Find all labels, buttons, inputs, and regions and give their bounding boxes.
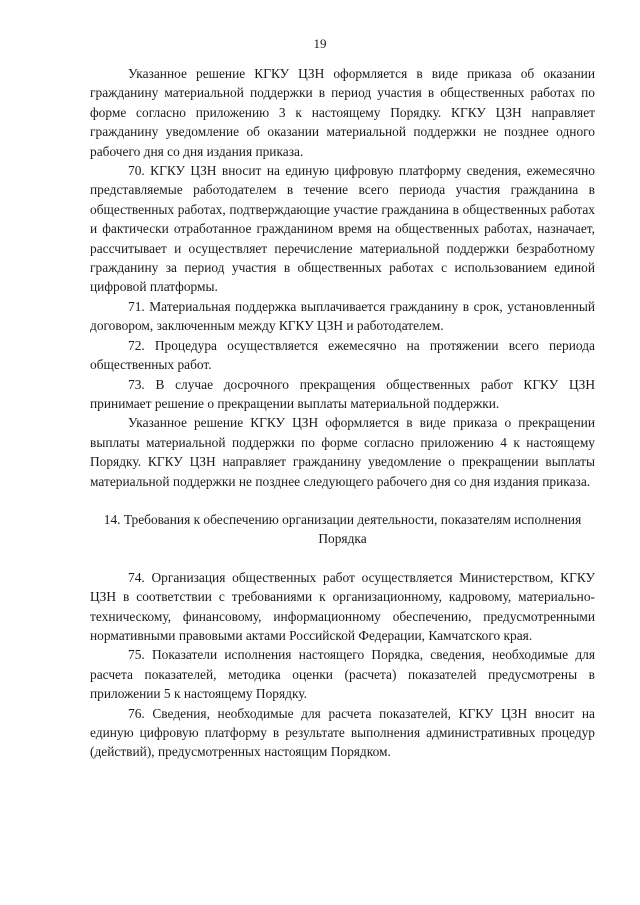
paragraph-76: 76. Сведения, необходимые для расчета показателей, КГКУ ЦЗН вносит на единую цифровую платформу в результате выполнения административных процедур (действий), предусмотренных настоящим Порядком. (90, 705, 595, 760)
paragraph-71: 71. Материальная поддержка выплачивается гражданину в срок, установленный договором, заключенным между КГКУ ЦЗН и работодателем. (90, 298, 595, 334)
paragraph-70: 70. КГКУ ЦЗН вносит на единую цифровую платформу сведения, ежемесячно представляемые работодателем в течение всего периода участия гражданина в общественных работах, подтверждающие участие гражданина в общественных работах и фактически отработанное гражданином время на общественных работах, назначает, рассчитывает и осуществляет перечисление материальной поддержки безработному гражданину за период участия в общественных работах с использованием единой цифровой платформы. (90, 163, 595, 295)
document-body (90, 64, 595, 762)
paragraph-decision-termination: Указанное решение КГКУ ЦЗН оформляется в виде приказа о прекращении выплаты материальной поддержки по форме согласно приложению 4 к настоящему Порядку. КГКУ ЦЗН направляет гражданину уведомление о прекращении выплаты материальной поддержки не позднее следующего рабочего дня со дня издания приказа. (90, 415, 595, 489)
paragraph-75: 75. Показатели исполнения настоящего Порядка, сведения, необходимые для расчета показателей, методика оценки (расчета) показателей предусмотрены в приложении 5 к настоящему Порядку. (90, 647, 595, 702)
paragraph-decision-material-support: Указанное решение КГКУ ЦЗН оформляется в виде приказа об оказании гражданину материальной поддержки в период участия в общественных работах по форме согласно приложению 3 к настоящему Порядку. КГКУ ЦЗН направляет гражданину уведомление об оказании материальной поддержки не позднее одного рабочего дня со дня издания приказа. (90, 66, 595, 159)
section-heading: 14. Требования к обеспечению организации деятельности, показателям исполнения Порядка (103, 511, 582, 547)
paragraph-72: 72. Процедура осуществляется ежемесячно на протяжении всего периода общественных работ. (90, 337, 595, 373)
page-number: 19 (313, 36, 327, 51)
paragraph-73: 73. В случае досрочного прекращения общественных работ КГКУ ЦЗН принимает решение о прекращении выплаты материальной поддержки. (90, 376, 595, 411)
paragraph-74: 74. Организация общественных работ осуществляется Министерством, КГКУ ЦЗН в соответствии с требованиями к организационному, кадровому, материально-техническому, финансовому, информационному обеспечению, предусмотренными нормативными правовыми актами Российской Федерации, Камчатского края. (90, 569, 595, 643)
